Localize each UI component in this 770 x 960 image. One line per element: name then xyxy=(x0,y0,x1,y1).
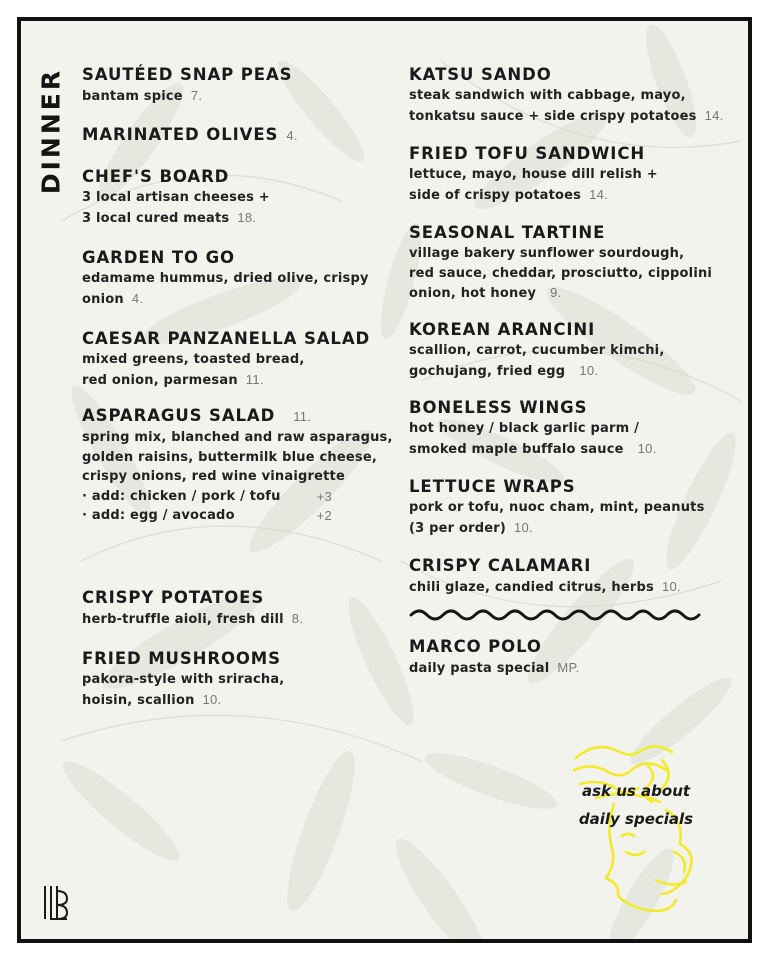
addon-option: · add: egg / avocado +2 xyxy=(82,506,332,526)
item-description: chili glaze, candied citrus, herbs 10. xyxy=(409,579,681,595)
item-description: pakora-style with sriracha, hoisin, scallion 10. xyxy=(82,672,285,708)
item-description: spring mix, blanched and raw asparagus, golden raisins, buttermilk blue cheese, crispy onions, red wine vinaigrette · add: chicken / pork / tofu +3 · add: egg / avocado +2 xyxy=(82,428,392,526)
menu-item xyxy=(409,555,729,598)
item-price: 14. xyxy=(589,186,609,202)
menu-item xyxy=(409,636,729,679)
item-price: 14. xyxy=(704,107,724,123)
item-price: 9. xyxy=(550,285,562,300)
item-name: FRIED MUSHROOMS xyxy=(82,649,281,668)
menu-item xyxy=(409,397,729,459)
item-name: BONELESS WINGS xyxy=(409,398,588,417)
item-name: LETTUCE WRAPS xyxy=(409,477,576,496)
menu-item xyxy=(82,247,392,309)
item-name: CRISPY CALAMARI xyxy=(409,556,592,575)
item-name: MARINATED OLIVES 4. xyxy=(82,125,298,144)
item-price: 11. xyxy=(245,371,264,387)
item-description: 3 local artisan cheeses + 3 local cured meats 18. xyxy=(82,190,270,226)
item-description: village bakery sunflower sourdough, red sauce, cheddar, prosciutto, cippolini onion, hot honey 9. xyxy=(409,246,713,301)
menu-item xyxy=(409,64,729,126)
item-name: GARDEN TO GO xyxy=(82,248,235,267)
addon-price: +2 xyxy=(316,508,332,523)
menu-item xyxy=(82,328,392,390)
specials-note xyxy=(566,777,706,833)
item-description: scallion, carrot, cucumber kimchi, gochujang, fried egg 10. xyxy=(409,343,665,379)
item-description: mixed greens, toasted bread, red onion, parmesan 11. xyxy=(82,352,305,388)
wavy-divider xyxy=(409,606,705,624)
item-description: steak sandwich with cabbage, mayo, tonkatsu sauce + side crispy potatoes 14. xyxy=(409,88,724,124)
llb-monogram-icon xyxy=(42,883,70,923)
menu-item xyxy=(82,648,392,710)
item-description: pork or tofu, nuoc cham, mint, peanuts (3 per order) 10. xyxy=(409,500,705,536)
item-price: 7. xyxy=(190,88,203,103)
menu-item xyxy=(82,124,392,147)
item-name: KOREAN ARANCINI xyxy=(409,320,596,339)
item-name: FRIED TOFU SANDWICH xyxy=(409,144,646,163)
item-name: SEASONAL TARTINE xyxy=(409,223,606,242)
item-price: 10. xyxy=(637,440,657,456)
item-price: 18. xyxy=(237,209,257,225)
menu-item xyxy=(82,587,392,630)
addon-option: · add: chicken / pork / tofu +3 xyxy=(82,487,332,507)
item-price: MP. xyxy=(557,660,580,675)
item-description: lettuce, mayo, house dill relish + side of crispy potatoes 14. xyxy=(409,167,658,203)
menu-item xyxy=(409,222,729,304)
item-description: herb-truffle aioli, fresh dill 8. xyxy=(82,611,304,627)
specials-line: daily specials xyxy=(578,810,694,828)
item-name: KATSU SANDO xyxy=(409,65,552,84)
item-description: hot honey / black garlic parm / smoked maple buffalo sauce 10. xyxy=(409,421,657,457)
item-name: MARCO POLO xyxy=(409,637,542,656)
item-price: 11. xyxy=(293,409,312,424)
item-price: 10. xyxy=(202,691,222,707)
item-description: daily pasta special MP. xyxy=(409,660,580,676)
menu-title-text: DINNER xyxy=(36,67,66,195)
item-name: SAUTÉED SNAP PEAS xyxy=(82,65,293,84)
menu-section-title xyxy=(36,66,66,196)
item-name: CHEF'S BOARD xyxy=(82,167,230,186)
specials-line: ask us about xyxy=(581,782,691,800)
item-name: ASPARAGUS SALAD 11. xyxy=(82,406,312,425)
item-name: CAESAR PANZANELLA SALAD xyxy=(82,329,371,348)
menu-item xyxy=(409,476,729,538)
item-description: edamame hummus, dried olive, crispy onion 4. xyxy=(82,271,369,307)
item-price: 8. xyxy=(291,611,304,626)
menu-item xyxy=(82,405,392,526)
item-price: 4. xyxy=(286,128,298,143)
item-description: bantam spice 7. xyxy=(82,88,203,104)
menu-item xyxy=(409,319,729,381)
item-price: 10. xyxy=(579,362,599,378)
item-price: 4. xyxy=(131,290,144,306)
menu-item xyxy=(409,143,729,205)
menu-item xyxy=(82,166,392,228)
item-name: CRISPY POTATOES xyxy=(82,588,265,607)
menu-item xyxy=(82,64,392,107)
item-price: 10. xyxy=(661,579,681,594)
item-price: 10. xyxy=(514,519,533,535)
addon-price: +3 xyxy=(316,488,332,504)
